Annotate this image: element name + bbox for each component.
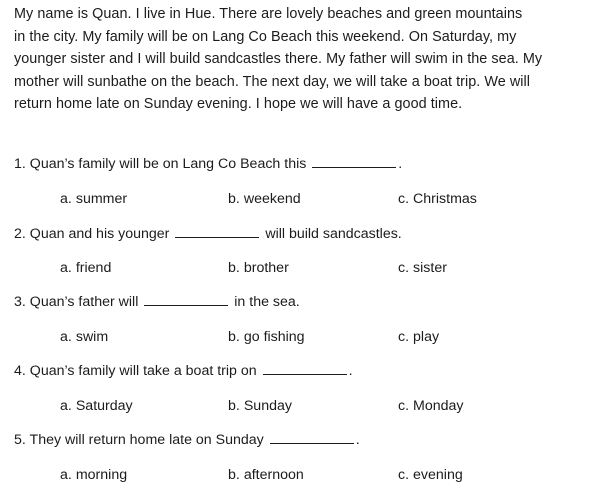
question-text-end: . <box>355 432 360 448</box>
option-letter: b. <box>228 329 240 345</box>
answer-blank[interactable] <box>263 362 347 375</box>
question-1-option-b[interactable] <box>228 190 301 208</box>
question-3-option-b[interactable] <box>228 328 305 346</box>
option-text: friend <box>75 260 112 276</box>
option-letter: c. <box>398 329 410 345</box>
passage-line: mother will sunbathe on the beach. The next day, we will take a boat trip. We will <box>14 73 531 90</box>
question-number: 4. <box>14 363 26 379</box>
option-text: play <box>413 329 440 345</box>
answer-blank[interactable] <box>270 431 354 444</box>
answer-blank[interactable] <box>144 293 228 306</box>
passage-line: My name is Quan. I live in Hue. There are lovely beaches and green mountains <box>14 6 523 22</box>
option-letter: b. <box>228 398 240 414</box>
question-4-option-a[interactable] <box>60 397 133 415</box>
option-text: afternoon <box>243 467 304 483</box>
option-letter: a. <box>60 398 72 414</box>
question-text-end: in the sea. <box>234 294 300 310</box>
question-number: 3. <box>14 294 26 310</box>
option-text: Christmas <box>413 191 477 207</box>
option-letter: a. <box>60 467 72 483</box>
question-1-option-c[interactable] <box>398 190 477 208</box>
question-number: 2. <box>14 226 26 242</box>
option-text: go fishing <box>243 329 305 345</box>
option-text: summer <box>75 191 128 207</box>
answer-blank[interactable] <box>312 155 396 168</box>
passage-line: return home late on Sunday evening. I hope we will have a good time. <box>14 96 463 113</box>
question-number: 5. <box>14 432 26 448</box>
option-text: morning <box>75 467 128 483</box>
question-text: Quan’s family will take a boat trip on <box>29 363 257 379</box>
option-letter: a. <box>60 260 72 276</box>
option-letter: b. <box>228 260 240 276</box>
question-1-option-a[interactable] <box>60 190 127 208</box>
question-1 <box>14 155 402 173</box>
reading-passage <box>14 3 606 116</box>
question-5 <box>14 431 360 449</box>
option-text: Sunday <box>243 398 292 414</box>
option-text: swim <box>75 329 109 345</box>
answer-blank[interactable] <box>175 225 259 238</box>
option-text: Monday <box>413 398 464 414</box>
option-letter: a. <box>60 191 72 207</box>
question-4 <box>14 362 353 380</box>
question-3-option-a[interactable] <box>60 328 108 346</box>
option-text: evening <box>413 467 463 483</box>
question-text: Quan’s family will be on Lang Co Beach this <box>29 156 307 172</box>
question-2-option-b[interactable] <box>228 259 289 277</box>
question-4-option-b[interactable] <box>228 397 292 415</box>
question-text-end: will build sandcastles. <box>265 226 402 242</box>
option-letter: b. <box>228 467 240 483</box>
question-text-end: . <box>348 363 353 379</box>
question-5-option-a[interactable] <box>60 466 127 484</box>
question-5-option-c[interactable] <box>398 466 463 484</box>
question-3 <box>14 293 300 311</box>
question-2 <box>14 225 402 243</box>
question-2-option-a[interactable] <box>60 259 111 277</box>
option-text: sister <box>413 260 447 276</box>
passage-line: in the city. My family will be on Lang Co Beach this weekend. On Saturday, my <box>14 28 517 45</box>
question-number: 1. <box>14 156 26 172</box>
question-2-option-c[interactable] <box>398 259 447 277</box>
option-text: Saturday <box>75 398 133 414</box>
question-4-option-c[interactable] <box>398 397 464 415</box>
question-5-option-b[interactable] <box>228 466 304 484</box>
option-letter: c. <box>398 191 410 207</box>
option-text: weekend <box>243 191 301 207</box>
question-text: Quan’s father will <box>29 294 139 310</box>
passage-line: younger sister and I will build sandcastles there. My father will swim in the sea. My <box>14 51 543 68</box>
option-letter: c. <box>398 467 410 483</box>
question-3-option-c[interactable] <box>398 328 439 346</box>
option-text: brother <box>243 260 289 276</box>
option-letter: a. <box>60 329 72 345</box>
question-text: They will return home late on Sunday <box>29 432 264 448</box>
question-text: Quan and his younger <box>29 226 170 242</box>
option-letter: b. <box>228 191 240 207</box>
option-letter: c. <box>398 398 410 414</box>
question-text-end: . <box>398 156 403 172</box>
option-letter: c. <box>398 260 410 276</box>
